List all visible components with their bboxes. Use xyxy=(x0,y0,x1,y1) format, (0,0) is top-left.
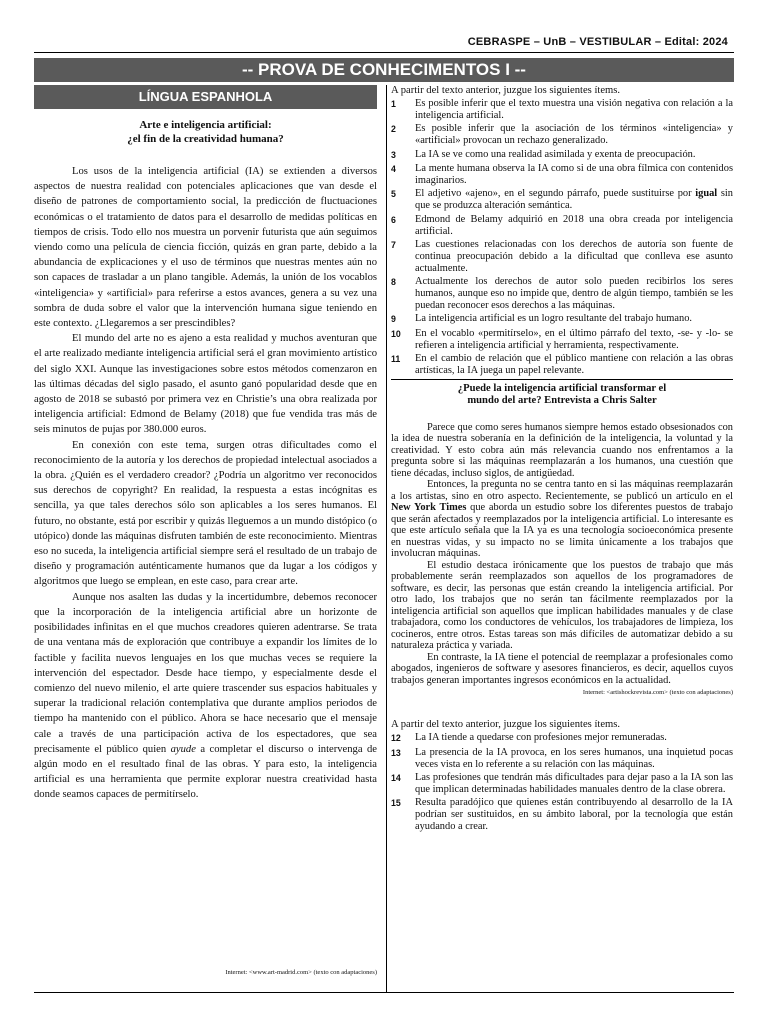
question-number: 7 xyxy=(391,239,396,250)
question-text: Es posible inferir que el texto muestra una visión negativa con relación a la inteligencia artificial. xyxy=(415,98,733,121)
article2-title-line1: ¿Puede la inteligencia artificial transformar el xyxy=(457,382,667,394)
header-divider xyxy=(34,52,734,53)
question-item xyxy=(391,163,733,187)
question-number: 4 xyxy=(391,164,396,175)
article1-title-line2: ¿el fin de la creatividad humana? xyxy=(127,133,284,145)
question-text: Edmond de Belamy adquirió en 2018 una obra creada por inteligencia artificial. xyxy=(415,213,733,237)
question-item xyxy=(391,188,733,212)
article2-paragraph: En contraste, la IA tiene el potencial de reemplazar a profesionales como abogados, ingenieros de software y asesores financieros, es decir, aquellos cuyos trabajos generan importantes ingresos económicos en la actualidad. xyxy=(391,651,733,686)
p4-italic: ayude xyxy=(170,743,196,755)
article2-title-line2: mundo del arte? Entrevista a Chris Salter xyxy=(467,394,657,406)
article1-paragraph: Los usos de la inteligencia artificial (IA) se extienden a diversos aspectos de nuestra realidad con potenciales aplicaciones que van desde el diseño de patrones de comportamiento social, la predicción de fluctuaciones económicas o el tratamiento de datos para el desarrollo de medidas políticas en tiempos de crisis. Todo ello nos muestra un porvenir futurista que aún seguimos viendo como una película de ciencia ficción, quizás en gran parte, debido a la abundancia de explicaciones y el uso de términos que nuestras mentes aún no son capaces de trasladar a un plano tangible. Además, la unión de los vocablos «inteligencia» y «artificial» para referirse a estos avances, genera a su vez una sombra de duda sobre el valor que la intervención humana sigue teniendo en este contexto. ¿Llegaremos a ser prescindibles? xyxy=(34,166,377,330)
article1-paragraph: En conexión con este tema, surgen otras dificultades como el reconocimiento de la autoría y los derechos de propiedad intelectual asociados a la obra. ¿Quién es el verdadero creador? ¿Podría un algoritmo ver reconocidos sus derechos de copyright? En realidad, la respuesta a estas incógnitas es sencilla, ya que tales derechos sólo son aplicables a los seres humanos. El futuro, no obstante, está por escribir y quizás lleguemos a un mundo distópico (o utópico) donde las máquinas disfruten también de este reconocimiento. Mientras eso no suceda, la inteligencia artificial siempre será el resultado de un trabajo de diseño y programación auténticamente humanos que da lugar a los códigos y algoritmos que luego se emplean, en este caso, para crear arte. xyxy=(34,439,377,588)
article2-paragraph: El estudio destaca irónicamente que los puestos de trabajo que más probablemente serán reemplazados son aquellos de los programadores de software, es decir, las personas que están creando la inteligencia artificial. Por otro lado, los trabajos que no serán tan fácilmente reemplazados por la inteligencia artificial son aquellos que implican habilidades manuales y de clase trabajadora, como los conductores de vehículos, los trabajadores de limpieza, los cocineros, entre otros. Estas tareas son más difíciles de automatizar debido a su naturaleza práctica y variada. xyxy=(391,559,733,652)
p2-text: Entonces, la pregunta no se centra tanto en si las máquinas reemplazarán a los artistas, sino en otro aspecto. Recientemente, se publicó un artículo en el xyxy=(391,479,733,502)
article2-source: Internet: <artishockrevista.com> (texto con adaptaciones) xyxy=(582,689,733,697)
article1-paragraph xyxy=(34,590,377,803)
question-item xyxy=(391,98,733,122)
question-text: La mente humana observa la IA como si de una obra fílmica con contenidos imaginarios. xyxy=(415,163,733,186)
question-text: Actualmente los derechos de autor solo pueden recibirlos los seres humanos, aunque eso no impide que, dentro de algún tiempo, también se les puedan reconocer esos derechos a las máquinas. xyxy=(415,276,733,311)
question-text: Las profesiones que tendrán más dificultades para dejar paso a la IA son las que implican determinadas habilidades manuales dentro de la clase obrera. xyxy=(415,772,733,796)
question-text: Es posible inferir que la asociación de los términos «inteligencia» y «artificial» provocan un rechazo generalizado. xyxy=(415,123,733,147)
p2-bold: New York Times xyxy=(391,502,467,514)
question-number: 15 xyxy=(391,798,401,809)
article2-title xyxy=(391,383,733,407)
questions2-list xyxy=(391,732,733,833)
question-item xyxy=(391,214,733,238)
question-text-part: El adjetivo «ajeno», en el segundo párrafo, puede sustituirse por xyxy=(415,188,696,200)
question-text: La IA tiende a quedarse con profesiones mejor remuneradas. xyxy=(415,732,667,744)
question-text: Las cuestiones relacionadas con los derechos de autoría son fuente de continua preocupación debido a la dificultad que conlleva ese asunto actualmente. xyxy=(415,238,733,274)
question-text-part: sin que se produzca alteración semántica. xyxy=(415,188,733,212)
right-divider xyxy=(391,379,733,380)
article2-paragraph: Parece que como seres humanos siempre hemos estado obsesionados con la idea de nuestra soberanía en la definición de la inteligencia, la voluntad y la creatividad. Y esto cobra aún más relevancia cuando nos enfrentamos a la pregunta sobre si las máquinas reemplazarán a los humanos, una cuestión que tiene décadas, incluso siglos, de antigüedad. xyxy=(391,421,733,479)
question-number: 13 xyxy=(391,747,401,758)
p4-text: a completar el discurso o intervenga de algún modo en el resultado final de las obras. Y para esto, la inteligencia artificial es una herramienta que permite explorar nuestra creatividad hasta donde seamos capaces de permitírselo. xyxy=(34,743,377,801)
question-text: En el vocablo «permitírselo», en el último párrafo del texto, -se- y -lo- se refieren a inteligencia artificial y herramienta, respectivamente. xyxy=(415,327,733,351)
questions2-intro: A partir del texto anterior, juzgue los siguientes ítems. xyxy=(391,719,621,731)
p4-text: Aunque nos asalten las dudas y la incertidumbre, debemos reconocer que la incorporación de la inteligencia artificial abre un horizonte de posibilidades infinitas en el que muchos creadores quieren adentrarse. Se trata de una ventana más de exploración que contribuye a expandir los límites de lo factible y facilita nuevos lenguajes en los que muchas veces se requiere la intervención del espectador. Desde hace tiempo, y especialmente desde el comienzo del nuevo milenio, el arte quiere trascender sus espacios habituales y superar la tradicional relación contemplativa que durante amplios periodos de tiempo ha mantenido con el público. Ahora se hace necesario que el mensaje cale a través de una participación activa de los espectadores, que sea precisamente el público quien xyxy=(34,591,377,755)
question-item xyxy=(391,328,733,352)
question-item xyxy=(391,149,733,162)
question-item xyxy=(391,239,733,275)
question-number: 11 xyxy=(391,354,401,365)
question-number: 12 xyxy=(391,733,401,744)
question-number: 1 xyxy=(391,99,396,109)
question-number: 10 xyxy=(391,328,401,339)
left-column xyxy=(34,85,377,990)
article1-title xyxy=(34,118,377,146)
exam-banner: -- PROVA DE CONHECIMENTOS I -- xyxy=(34,58,734,82)
article1-source: Internet: <www.art-madrid.com> (texto con adaptaciones) xyxy=(225,969,377,976)
question-item xyxy=(391,123,733,147)
question-item xyxy=(391,353,733,377)
article1-title-line1: Arte e inteligencia artificial: xyxy=(139,119,272,131)
question-text: La IA se ve como una realidad asimilada y exenta de preocupación. xyxy=(415,148,696,160)
question-number: 14 xyxy=(391,773,401,784)
question-item xyxy=(391,313,733,326)
column-divider xyxy=(386,85,387,992)
question-number: 5 xyxy=(391,189,396,200)
question-item xyxy=(391,732,733,745)
question-item xyxy=(391,797,733,833)
section-title: LÍNGUA ESPANHOLA xyxy=(34,85,377,109)
p2-text: que aborda un estudio sobre los diferentes puestos de trabajo que serán afectados y reemplazados por la inteligencia artificial. Lo interesante es que este artículo señala que la IA ya es una tecnología socioeconómica presente en nuestras vidas, y su impacto no se limita únicamente a los trabajos que involucran máquinas. xyxy=(391,502,733,560)
question-number: 8 xyxy=(391,277,396,288)
question-number: 9 xyxy=(391,314,396,325)
question-item xyxy=(391,747,733,771)
question-text: La inteligencia artificial es un logro resultante del trabajo humano. xyxy=(415,313,692,325)
footer-divider xyxy=(34,992,734,993)
exam-header: CEBRASPE – UnB – VESTIBULAR – Edital: 2024 xyxy=(467,36,728,48)
article2-paragraph xyxy=(391,479,733,560)
question-item xyxy=(391,276,733,312)
questions1-list xyxy=(391,98,733,377)
question-text: En el cambio de relación que el público mantiene con relación a las obras artísticas, la IA juega un papel relevante. xyxy=(415,353,733,377)
question-text-bold: igual xyxy=(695,188,718,200)
question-number: 2 xyxy=(391,124,396,135)
question-item xyxy=(391,772,733,796)
question-text: La presencia de la IA provoca, en los seres humanos, una inquietud pocas veces vista en lo referente a su relación con las máquinas. xyxy=(415,746,733,770)
question-number: 6 xyxy=(391,214,396,225)
question-number: 3 xyxy=(391,149,396,160)
right-column xyxy=(391,84,733,835)
question-text xyxy=(415,188,733,212)
questions1-intro: A partir del texto anterior, juzgue los siguientes ítems. xyxy=(391,85,621,96)
question-text: Resulta paradójico que quienes están contribuyendo al desarrollo de la IA podrían ser sustituidos, en su ámbito laboral, por la tecnología que están ayudando a crear. xyxy=(415,797,733,833)
article1-paragraph: El mundo del arte no es ajeno a esta realidad y muchos aventuran que el arte realizado mediante inteligencia artificial será el gran movimiento artístico del siglo XXI. Aunque las investigaciones sobre estos métodos comenzaron en las últimas décadas del siglo pasado, el asunto ganó popularidad desde que en agosto de 2018 se subastó por primera vez en Christie’s una obra realizada por inteligencia artificial: Edmond de Belamy (2018) que fue vendida tras más de seis minutos de pujas por 380.000 euros. xyxy=(34,333,377,436)
